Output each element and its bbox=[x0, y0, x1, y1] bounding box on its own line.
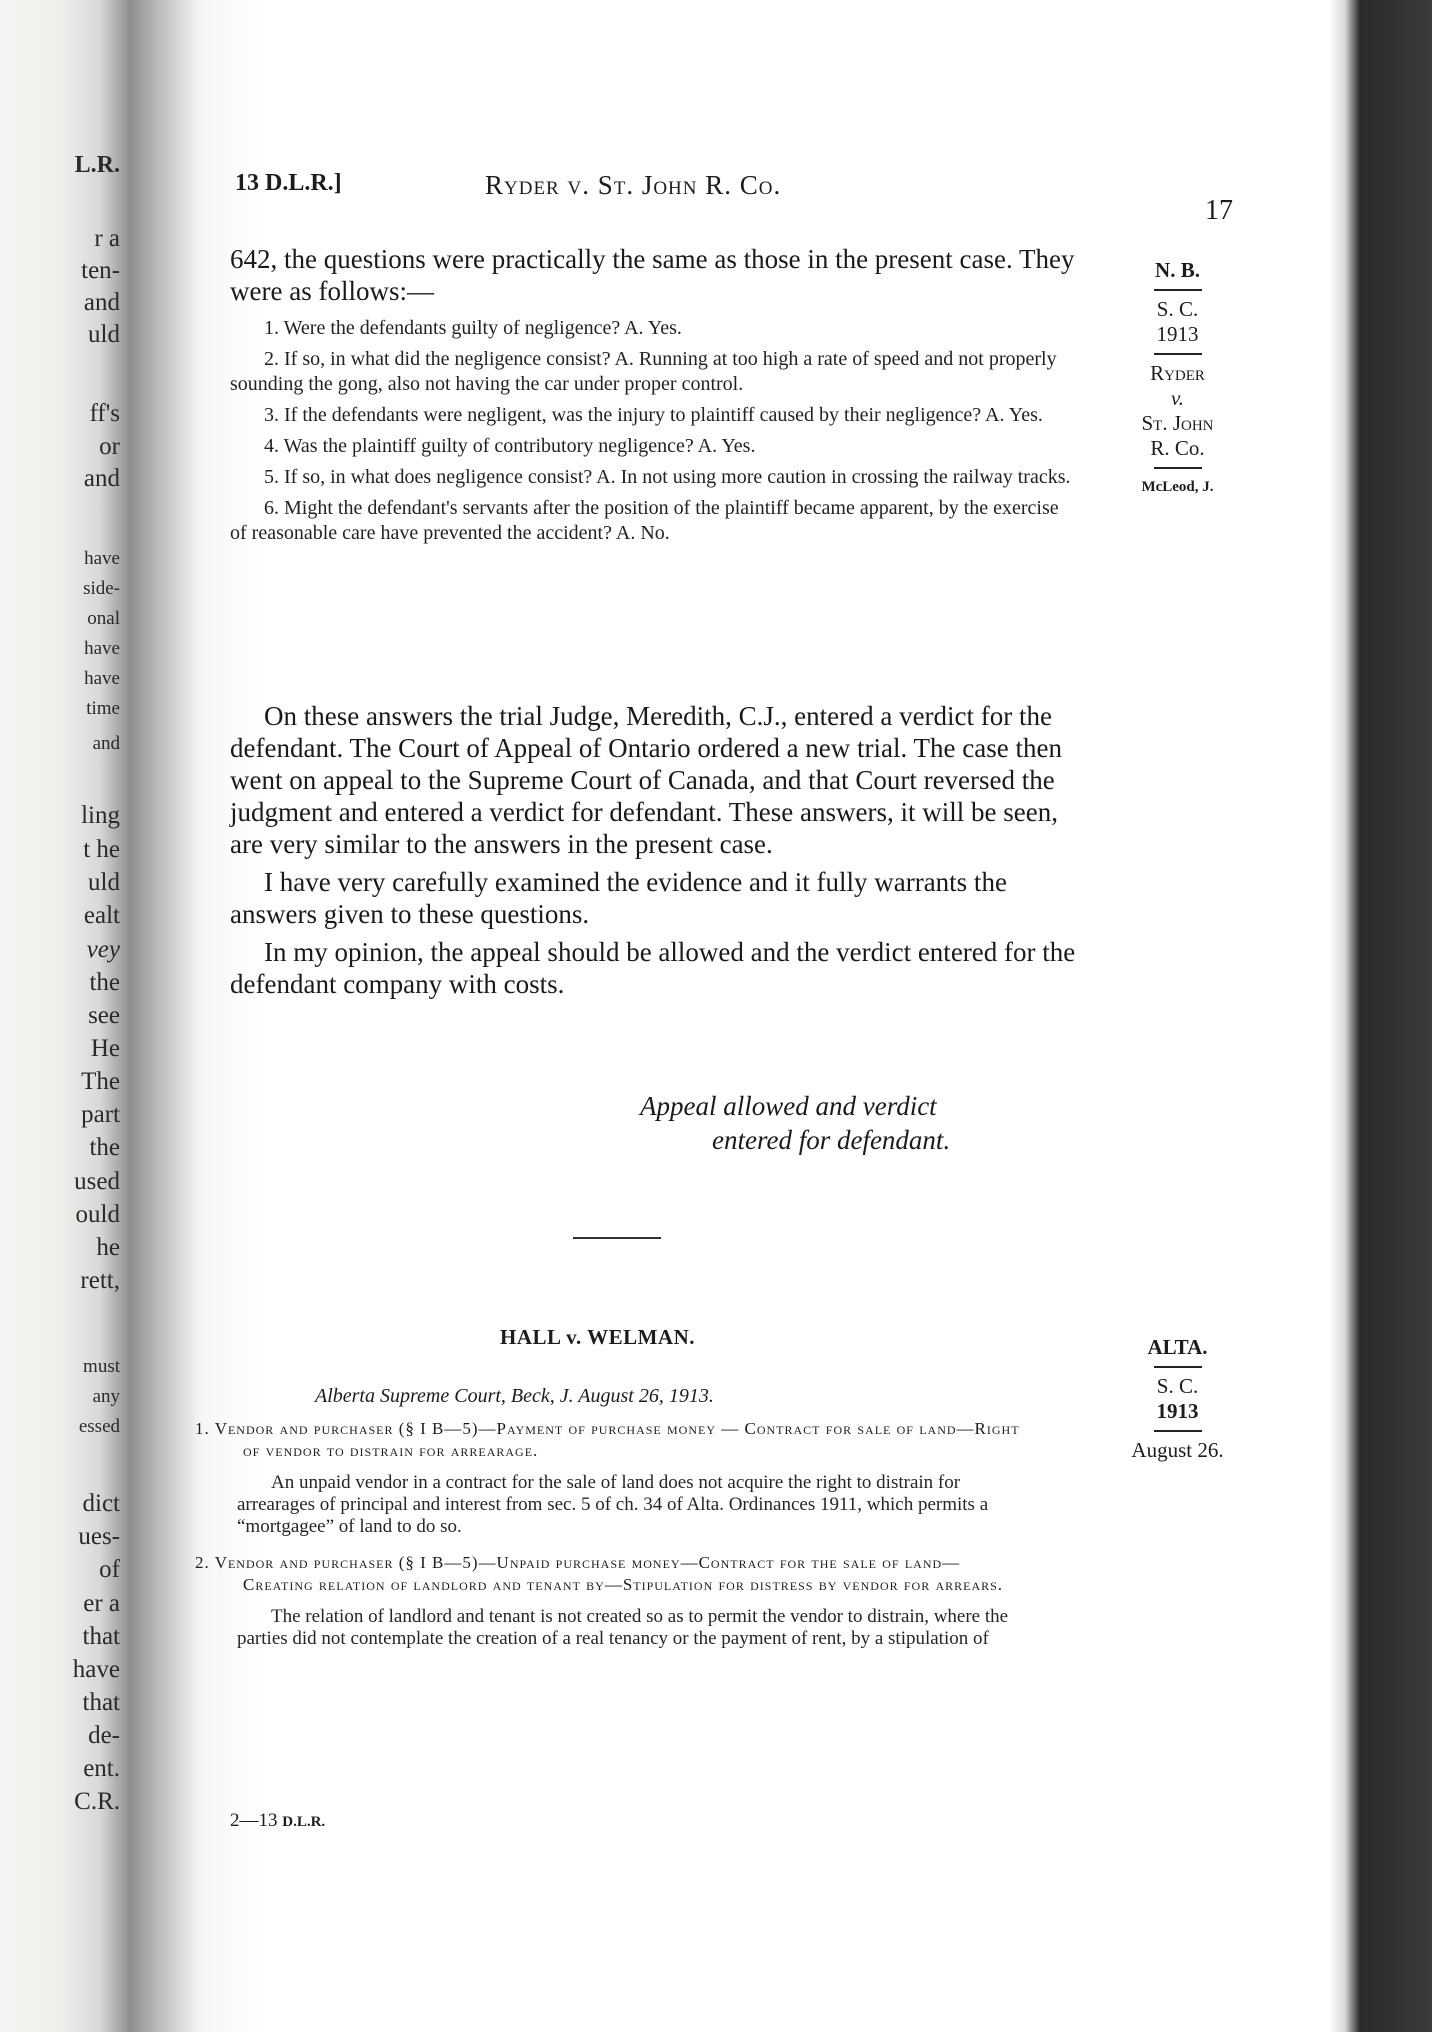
question-item: 6. Might the defendant's servants after the position of the plaintiff became apparent, by the exercise of reasonable care have prevented the accident? A. No. bbox=[230, 497, 1059, 544]
previous-page-line: have bbox=[84, 638, 120, 659]
running-head-volume: 13 D.L.R.] bbox=[235, 170, 342, 196]
previous-page-line: the bbox=[89, 1134, 120, 1161]
previous-page-line: have bbox=[72, 1656, 120, 1683]
previous-page-edge bbox=[0, 0, 120, 2032]
disposition-line-1: Appeal allowed and verdict bbox=[640, 1091, 937, 1121]
previous-page-line: ues- bbox=[78, 1523, 120, 1550]
divider bbox=[1154, 1430, 1202, 1432]
signature-mark bbox=[230, 1810, 325, 1832]
question-item: 5. If so, in what does negligence consist? A. In not using more caution in crossing the railway tracks. bbox=[264, 466, 1071, 488]
sidebar-case-info bbox=[1110, 258, 1245, 500]
previous-page-line: ealt bbox=[83, 902, 120, 929]
previous-page-line: and bbox=[92, 733, 120, 754]
previous-page-line: any bbox=[92, 1386, 120, 1407]
previous-page-line: t he bbox=[83, 836, 120, 863]
previous-page-line: and bbox=[83, 289, 120, 316]
previous-page-line: onal bbox=[87, 608, 120, 629]
previous-page-line: uld bbox=[88, 321, 120, 348]
previous-page-line: ten- bbox=[81, 257, 120, 284]
previous-page-line: see bbox=[88, 1002, 120, 1029]
signature-number: 2—13 bbox=[230, 1810, 278, 1831]
previous-page-line: ould bbox=[75, 1201, 120, 1228]
signature-abbr: D.L.R. bbox=[282, 1814, 326, 1830]
judgment-paragraph: I have very carefully examined the evidence and it fully warrants the answers given to these questions. bbox=[230, 867, 1007, 929]
intro-paragraph: 642, the questions were practically the same as those in the present case. They were as follows:— bbox=[230, 244, 1075, 306]
questions-list bbox=[230, 316, 1080, 552]
divider bbox=[1154, 289, 1202, 291]
previous-page-line: L.R. bbox=[74, 152, 120, 178]
sidebar-jurisdiction: ALTA. bbox=[1147, 1335, 1208, 1359]
previous-page-line: He bbox=[90, 1035, 120, 1062]
headnote-title: 1. Vendor and purchaser (§ I B—5)—Payment of purchase money — Contract for sale of land—Right of vendor to distrain for arrearage. bbox=[195, 1419, 1020, 1460]
previous-page-line: uld bbox=[88, 869, 120, 896]
sidebar-party-v: v. bbox=[1170, 386, 1184, 410]
headnotes bbox=[195, 1418, 1025, 1650]
previous-page-line: de- bbox=[88, 1722, 120, 1749]
previous-page-line: or bbox=[99, 433, 120, 460]
question-item: 3. If the defendants were negligent, was the injury to plaintiff caused by their negligence? A. Yes. bbox=[264, 404, 1043, 426]
previous-page-line: that bbox=[82, 1623, 120, 1650]
sidebar-judge: McLeod, J. bbox=[1141, 479, 1214, 495]
previous-page-line: of bbox=[99, 1556, 120, 1583]
headnote-body: The relation of landlord and tenant is not created so as to permit the vendor to distrain, where the parties did not contemplate the creation of a real tenancy or the payment of rent, by a stipulation of bbox=[237, 1606, 1009, 1649]
sidebar-party-3: R. Co. bbox=[1150, 436, 1205, 460]
case-separator-rule bbox=[573, 1237, 661, 1239]
previous-page-line: ff's bbox=[89, 400, 120, 427]
judgment-body bbox=[230, 700, 1080, 1000]
previous-page-line: ent. bbox=[83, 1755, 120, 1782]
previous-page-line: r a bbox=[94, 225, 120, 252]
previous-page-line: rett, bbox=[80, 1267, 120, 1294]
previous-page-line: vey bbox=[86, 936, 120, 963]
court-line: Alberta Supreme Court, Beck, J. August 26, 1913. bbox=[315, 1385, 714, 1407]
previous-page-line: dict bbox=[82, 1490, 120, 1517]
previous-page-line: part bbox=[81, 1101, 120, 1128]
previous-page-line: side- bbox=[83, 578, 120, 599]
sidebar-date: August 26. bbox=[1131, 1438, 1224, 1462]
headnote-title: 2. Vendor and purchaser (§ I B—5)—Unpaid purchase money—Contract for the sale of land—Creating relation of landlord and tenant by—Stipulation for distress by vendor for arrears. bbox=[195, 1553, 1004, 1594]
previous-page-line: and bbox=[83, 465, 120, 492]
previous-page-line: essed bbox=[78, 1416, 120, 1437]
divider bbox=[1154, 467, 1202, 469]
question-item: 1. Were the defendants guilty of negligence? A. Yes. bbox=[264, 317, 682, 339]
page bbox=[175, 0, 1335, 2032]
judgment-paragraph: On these answers the trial Judge, Meredith, C.J., entered a verdict for the defendant. The Court of Appeal of Ontario ordered a new trial. The case then went on appeal to the Supreme Court of Canada, and that Court reversed the judgment and entered a verdict for defendant. These answers, it will be seen, are very similar to the answers in the present case. bbox=[230, 701, 1062, 859]
question-item: 2. If so, in what did the negligence consist? A. Running at too high a rate of speed and not properly sounding the gong, also not having the car under proper control. bbox=[230, 348, 1057, 395]
question-item: 4. Was the plaintiff guilty of contributory negligence? A. Yes. bbox=[264, 435, 756, 457]
sidebar-case2-info bbox=[1110, 1335, 1245, 1463]
previous-page-line: er a bbox=[83, 1590, 120, 1617]
previous-page-line: ling bbox=[81, 802, 120, 829]
previous-page-line: time bbox=[86, 698, 120, 719]
sidebar-court: S. C. bbox=[1156, 297, 1199, 321]
previous-page-line: C.R. bbox=[74, 1788, 120, 1815]
headnote-body: An unpaid vendor in a contract for the sale of land does not acquire the right to distrain for arrearages of principal and interest from sec. 5 of ch. 34 of Alta. Ordinances 1911, which permits a “mortgagee” of land to do so. bbox=[237, 1472, 989, 1537]
running-head-title: Ryder v. St. John R. Co. bbox=[485, 170, 782, 200]
previous-page-line: that bbox=[82, 1689, 120, 1716]
previous-page-line: the bbox=[89, 969, 120, 996]
sidebar-party-2: St. John bbox=[1141, 411, 1214, 435]
judgment-paragraph: In my opinion, the appeal should be allowed and the verdict entered for the defendant company with costs. bbox=[230, 937, 1076, 999]
sidebar-party-1: Ryder bbox=[1150, 361, 1205, 385]
page-number: 17 bbox=[1205, 195, 1233, 226]
case-title: HALL v. WELMAN. bbox=[500, 1325, 695, 1349]
sidebar-year: 1913 bbox=[1156, 322, 1199, 346]
sidebar-court: S. C. bbox=[1156, 1374, 1199, 1398]
divider bbox=[1154, 1366, 1202, 1368]
previous-page-line: have bbox=[84, 548, 120, 569]
previous-page-line: he bbox=[96, 1234, 120, 1261]
previous-page-line: have bbox=[84, 668, 120, 689]
sidebar-jurisdiction: N. B. bbox=[1155, 258, 1200, 282]
divider bbox=[1154, 353, 1202, 355]
previous-page-line: The bbox=[81, 1068, 120, 1095]
previous-page-line: must bbox=[83, 1356, 120, 1377]
sidebar-year: 1913 bbox=[1156, 1399, 1199, 1423]
disposition-line-2: entered for defendant. bbox=[712, 1125, 951, 1155]
previous-page-line: used bbox=[74, 1168, 120, 1195]
